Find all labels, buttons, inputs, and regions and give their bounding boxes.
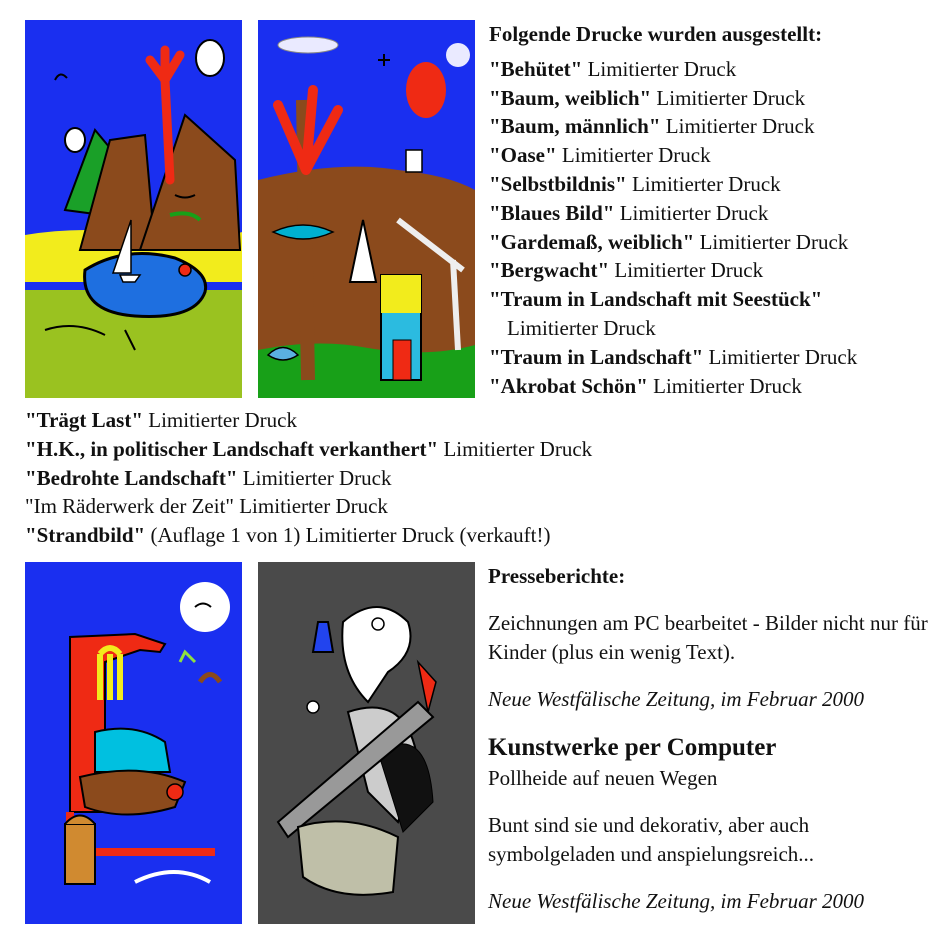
report2-title: Kunstwerke per Computer (488, 734, 777, 761)
press-section (488, 562, 928, 916)
list-item: "Behütet" Limitierter Druck (489, 56, 737, 81)
list-item: "Bedrohte Landschaft" Limitierter Druck (25, 465, 392, 490)
report1-source: Neue Westfälische Zeitung, im Februar 2000 (488, 687, 865, 711)
list-item: "Trägt Last" Limitierter Druck (25, 408, 297, 432)
report2-subtitle: Pollheide auf neuen Wegen (488, 766, 718, 790)
list-item: "Akrobat Schön" Limitierter Druck (489, 373, 802, 398)
exhibition-heading: Folgende Drucke wurden ausgestellt: (489, 22, 823, 46)
list-item: "Blaues Bild" Limitierter Druck (489, 200, 769, 225)
artwork-mountains-sailboat (25, 20, 242, 398)
print-list-column (489, 20, 857, 400)
list-item: "Baum, weiblich" Limitierter Druck (489, 85, 806, 110)
list-item: "Bergwacht" Limitierter Druck (489, 258, 764, 283)
artwork-grey-abstract (258, 562, 475, 924)
list-item: "Gardemaß, weiblich" Limitierter Druck (489, 229, 849, 254)
list-item: "Traum in Landschaft mit Seestück" (489, 287, 823, 312)
press-heading: Presseberichte: (488, 564, 626, 588)
list-item: "Im Räderwerk der Zeit" Limitierter Druck (25, 494, 388, 519)
report2-source: Neue Westfälische Zeitung, im Februar 2000 (488, 889, 865, 913)
list-item: "Strandbild" (Auflage 1 von 1) Limitierter Druck (verkauft!) (25, 523, 551, 548)
list-item-continuation: Limitierter Druck (507, 315, 656, 340)
list-item: "Oase" Limitierter Druck (489, 143, 711, 168)
list-item: "Baum, männlich" Limitierter Druck (489, 114, 815, 139)
report1-text: Zeichnungen am PC bearbeitet - Bilder nicht nur für Kinder (plus ein wenig Text). (488, 611, 928, 664)
list-item: "Selbstbildnis" Limitierter Druck (489, 171, 781, 196)
list-item: "Traum in Landschaft" Limitierter Druck (489, 344, 858, 369)
artwork-red-tree-landscape (258, 20, 475, 398)
list-item: "H.K., in politischer Landschaft verkanthert" Limitierter Druck (25, 436, 593, 461)
artwork-blue-picture (25, 562, 242, 924)
print-list-full-width (25, 406, 592, 550)
report2-text: Bunt sind sie und dekorativ, aber auch symbolgeladen und anspielungsreich... (488, 813, 815, 866)
